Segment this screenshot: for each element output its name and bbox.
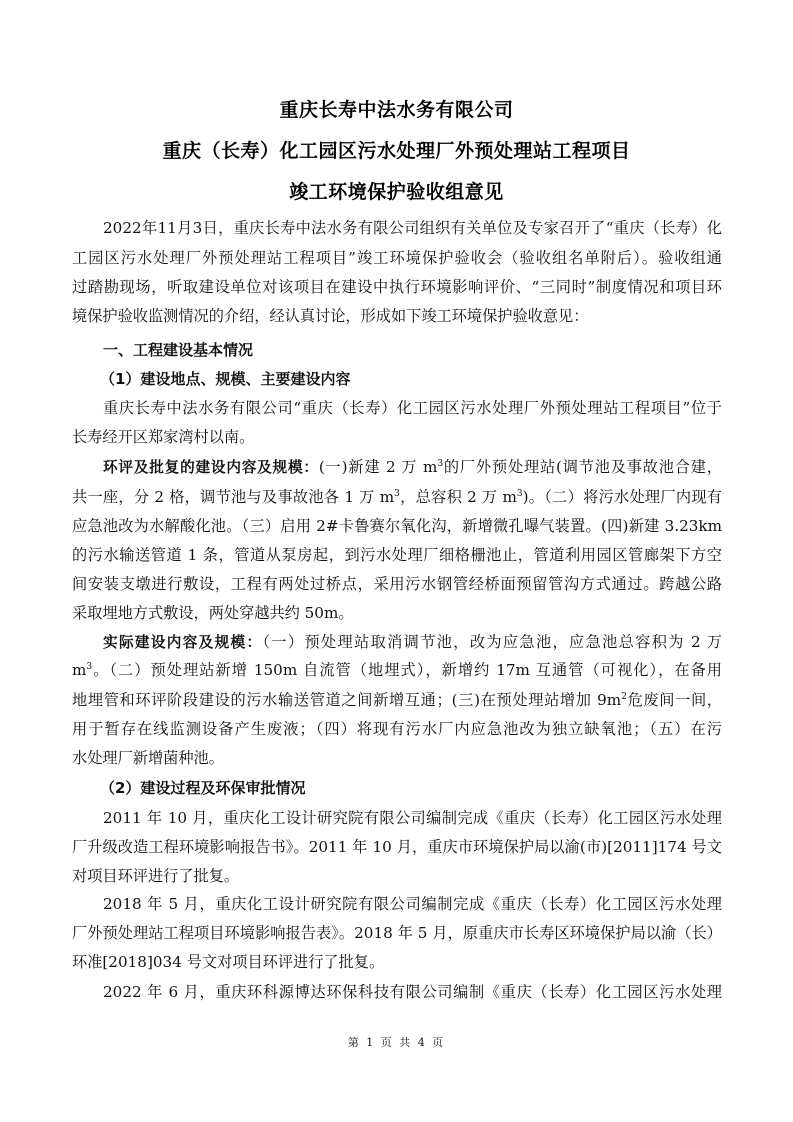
- actual-line: 用于暂存在线监测设备产生废液；（四）将现有污水厂内应急池改为独立缺氧池；（五）在污: [72, 720, 722, 738]
- approval-line: 2022 年 6 月，重庆环科源博达环保科技有限公司编制《重庆（长寿）化工园区污水处理: [103, 983, 722, 1001]
- company-title: 重庆长寿中法水务有限公司: [279, 99, 514, 121]
- intro-line: 过踏勘现场，听取建设单位对该项目在建设中执行环境影响评价、“三同时”制度情况和项目环: [72, 278, 722, 296]
- actual-label: 实际建设内容及规模：: [103, 634, 263, 651]
- approval-line: 厂外预处理站工程项目环境影响报告表》。2018 年 5 月，原重庆市长寿区环境保护局以渝（长）: [72, 924, 722, 942]
- actual-line: 水处理厂新增菌种池。: [72, 749, 224, 767]
- project-title: 重庆（长寿）化工园区污水处理厂外预处理站工程项目: [162, 140, 631, 162]
- subsection-heading: （2）建设过程及环保审批情况: [100, 779, 306, 797]
- approval-line: 环准[2018]034 号文对项目环评进行了批复。: [72, 953, 385, 971]
- approval-line: 2018 年 5 月，重庆化工设计研究院有限公司编制完成《重庆（长寿）化工园区污水处理: [103, 895, 722, 913]
- subsection-heading: （1）建设地点、规模、主要建设内容: [100, 370, 351, 388]
- actual-line: 实际建设内容及规模：（一）预处理站取消调节池，改为应急池，应急池总容积为 2 万: [103, 633, 722, 651]
- eia-line: 间安装支墩进行敷设，工程有两处过桥点，采用污水钢管经桥面预留管沟方式通过。跨越公路: [72, 575, 722, 593]
- intro-line: 境保护验收监测情况的介绍，经认真讨论，形成如下竣工环境保护验收意见：: [72, 307, 589, 325]
- section-heading: 一、工程建设基本情况: [103, 341, 254, 359]
- eia-line: 的污水输送管道 1 条，管道从泵房起，到污水处理厂细格栅池止，管道利用园区管廊架下方空: [72, 546, 722, 564]
- eia-line: 采取埋地方式敷设，两处穿越共约 50m。: [72, 604, 354, 622]
- approval-line: 对项目环评进行了批复。: [72, 867, 240, 885]
- eia-line: 环评及批复的建设内容及规模：(一)新建 2 万 $m^3$的厂外预处理站(调节池及事故池合建，: [103, 458, 722, 476]
- location-line: 重庆长寿中法水务有限公司“重庆（长寿）化工园区污水处理厂外预处理站工程项目”位于: [103, 399, 722, 417]
- approval-line: 厂升级改造工程环境影响报告书》。2011 年 10 月，重庆市环境保护局以渝(市)[2011]174 号文: [72, 838, 722, 856]
- document-title: 竣工环境保护验收组意见: [289, 181, 504, 203]
- page-number: 第 1 页 共 4 页: [347, 1036, 446, 1049]
- approval-line: 2011 年 10 月，重庆化工设计研究院有限公司编制完成《重庆（长寿）化工园区污水处理: [103, 809, 722, 827]
- eia-label: 环评及批复的建设内容及规模：: [103, 459, 319, 476]
- intro-line: 2022年11月3日，重庆长寿中法水务有限公司组织有关单位及专家召开了“重庆（长寿）化: [103, 219, 722, 237]
- eia-line: 应急池改为水解酸化池。（三）启用 2#卡鲁赛尔氧化沟，新增微孔曝气装置。(四)新建 3.23km: [72, 517, 722, 535]
- actual-line: 地埋管和环评阶段建设的污水输送管道之间新增互通；(三)在预处理站增加 $9m^2$危废间一间，: [72, 691, 723, 709]
- actual-line: $m^3$。（二）预处理站新增 150m 自流管（地埋式），新增约 17m 互通管（可视化），在备用: [72, 661, 722, 679]
- location-line: 长寿经开区郑家湾村以南。: [72, 428, 255, 446]
- eia-line: 共一座，分 2 格，调节池与及事故池各 1 万 $m^3$，总容积 2 万 $m^3$)。（二）将污水处理厂内现有: [72, 488, 722, 506]
- intro-line: 工园区污水处理厂外预处理站工程项目”竣工环境保护验收会（验收组名单附后）。验收组通: [72, 249, 722, 267]
